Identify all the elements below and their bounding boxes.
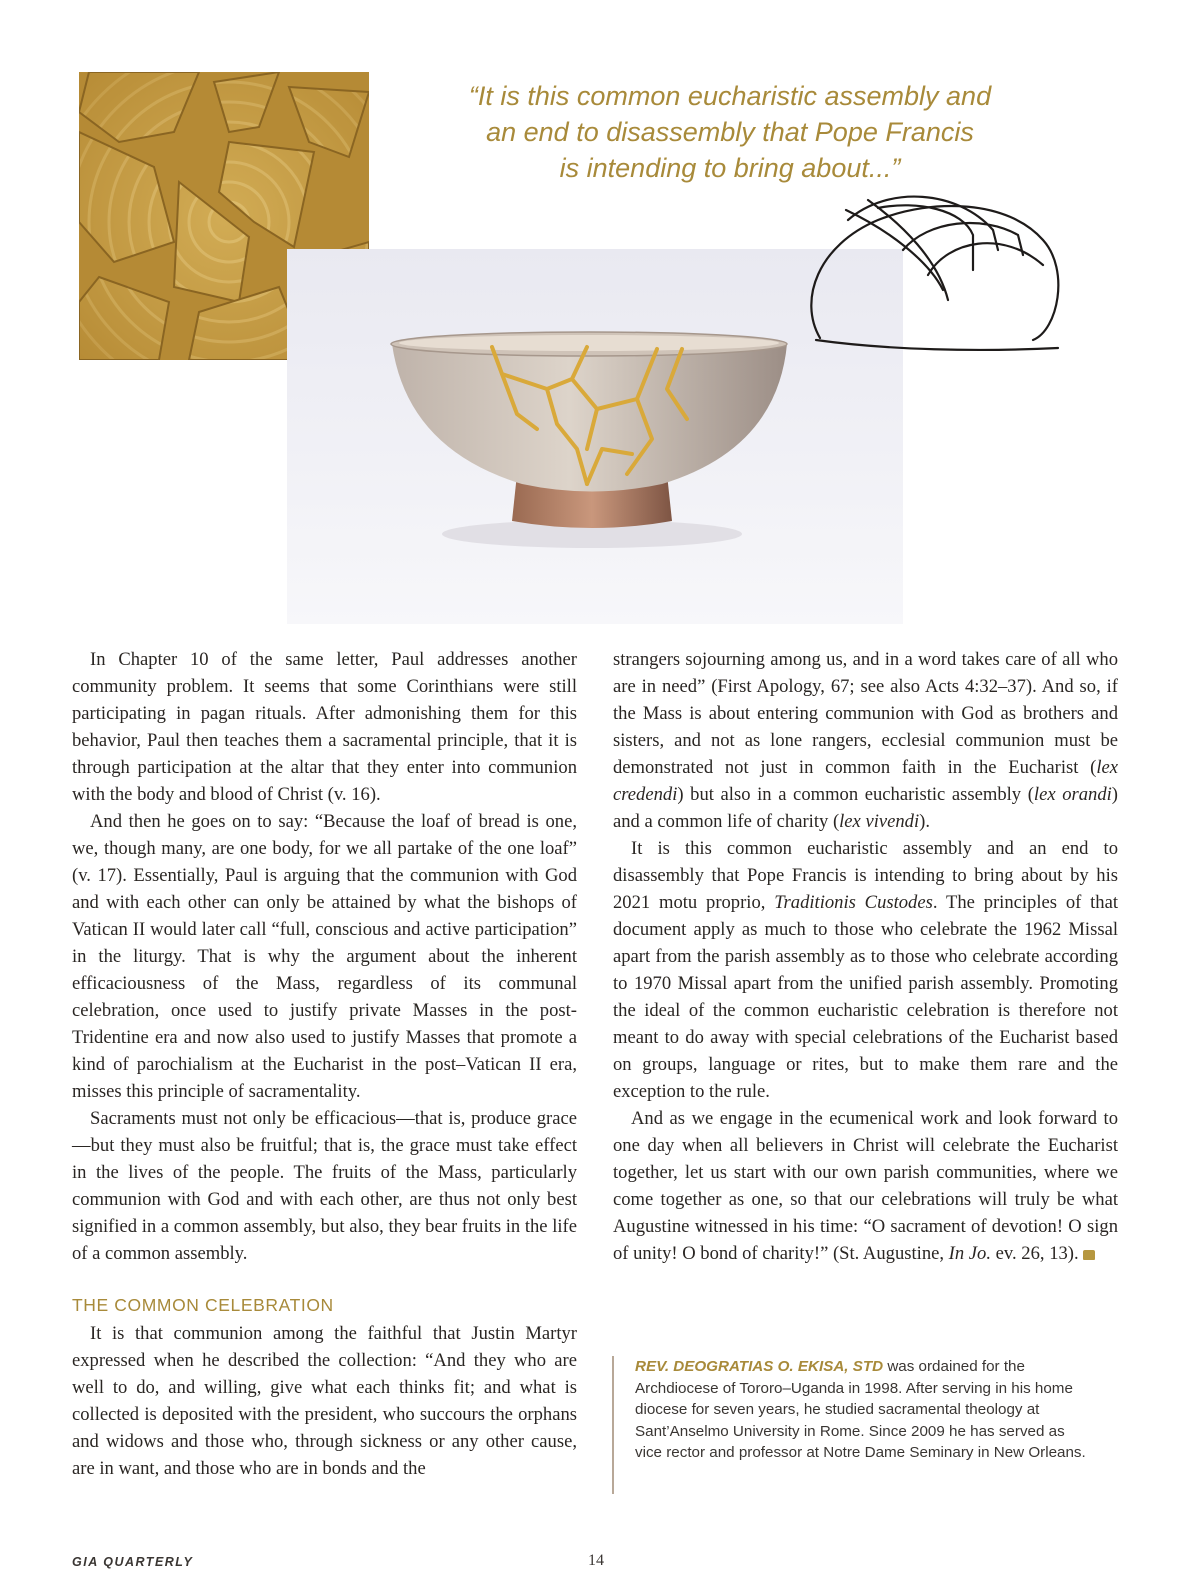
right-column — [613, 646, 1118, 1267]
pull-quote-line: “It is this common eucharistic assembly and — [468, 81, 992, 111]
latin-term: lex vivendi — [839, 811, 920, 832]
latin-term: lex orandi — [1033, 784, 1112, 805]
text-run: ev. 26, 13). — [991, 1243, 1079, 1264]
text-run: strangers sojourning among us, and in a word takes care of all who are in need” (First Apology, 67; see also Acts 4:32–37). And so, if the Mass is about entering communion with God as brothers and sisters, and not as lone rangers, ecclesial communion must be demonstrated not just in common faith in the Eucharist ( — [613, 649, 1118, 778]
pull-quote — [400, 78, 1060, 186]
section-heading: THE COMMON CELEBRATION — [72, 1295, 334, 1315]
pull-quote-line: is intending to bring about...” — [559, 153, 901, 183]
body-paragraph — [613, 835, 1118, 1105]
bread-loaf-sketch-icon — [808, 190, 1070, 355]
author-bio-text: was ordained for the Archdiocese of Tororo–Uganda in 1998. After serving in his home diocese for seven years, he studied sacramental theology at Sant’Anselmo University in Rome. Since 2009 he has served as vice rector and professor at Notre Dame Seminary in New Orleans. — [635, 1358, 1086, 1462]
body-paragraph: In Chapter 10 of the same letter, Paul addresses another community problem. It seems that some Corinthians were still participating in pagan rituals. After admonishing them for this behavior, Paul then teaches them a sacramental principle, that it is through participation at the altar that they enter into communion with the body and blood of Christ (v. 16). — [72, 649, 577, 805]
citation-title: In Jo. — [948, 1243, 992, 1264]
body-paragraph: It is that communion among the faithful that Justin Martyr expressed when he described the collection: “And they who are well to do, and willing, give what each thinks fit; and what is collected is deposited with the president, who succours the orphans and widows and those who, through sickness or any other cause, are in want, and those who are in bonds and the — [72, 1323, 577, 1479]
pull-quote-line: an end to disassembly that Pope Francis — [486, 117, 974, 147]
page-number: 14 — [588, 1552, 604, 1569]
left-column — [72, 646, 577, 1482]
latin-term: lex credendi — [613, 757, 1118, 805]
text-run: And as we engage in the ecumenical work and look forward to one day when all believers in Christ will celebrate the Eucharist together, let us start with our own parish communities, where we come together as one, so that our celebrations will truly be what Augustine witnessed in his time: “O sacrament of devotion! O sign of unity! O bond of charity!” (St. Augustine, — [613, 1108, 1118, 1264]
body-paragraph — [613, 646, 1118, 835]
document-title: Traditionis Custodes — [774, 892, 933, 913]
body-paragraph — [613, 1105, 1118, 1267]
body-paragraph: And then he goes on to say: “Because the loaf of bread is one, we, though many, are one body, for we all partake of the one loaf” (v. 17). Essentially, Paul is arguing that the communion with God and with each other can only be attained by what the bishops of Vatican II would later call “full, conscious and active participation” in the liturgy. That is why the argument about the inherent efficaciousness of the Mass, regardless of its communal celebration, once used to justify private Masses in the post-Tridentine era and now also used to justify Masses that promote a kind of parochialism at the Eucharist in the post–Vatican II era, misses this principle of sacramentality. — [72, 811, 577, 1102]
text-run: It is this common eucharistic assembly and an end to disassembly that Pope Francis is intending to bring about by his 2021 motu proprio, — [613, 838, 1118, 913]
body-paragraph: Sacraments must not only be efficacious—that is, produce grace—but they must also be fruitful; that is, the grace must take effect in the lives of the people. The fruits of the Mass, particularly communion with God and with each other, are thus not only best signified in a common assembly, but also, they bear fruits in the life of a common assembly. — [72, 1108, 577, 1264]
author-name: REV. DEOGRATIAS O. EKISA, STD — [635, 1358, 884, 1375]
author-bio — [612, 1356, 1092, 1494]
text-run: ). — [919, 811, 930, 832]
text-run: ) and a common life of charity ( — [613, 784, 1118, 832]
text-run: ) but also in a common eucharistic assembly ( — [677, 784, 1034, 805]
publication-name: GIA QUARTERLY — [72, 1555, 194, 1569]
text-run: . The principles of that document apply as much to those who celebrate the 1962 Missal apart from the parish assembly as to those who celebrate according to 1970 Missal apart from the unified parish assembly. Promoting the ideal of the common eucharistic celebration is therefore not meant to do away with special celebrations of the Eucharist based on groups, language or rites, but to make them rare and the exception to the rule. — [613, 892, 1118, 1102]
end-mark-icon — [1083, 1250, 1095, 1260]
